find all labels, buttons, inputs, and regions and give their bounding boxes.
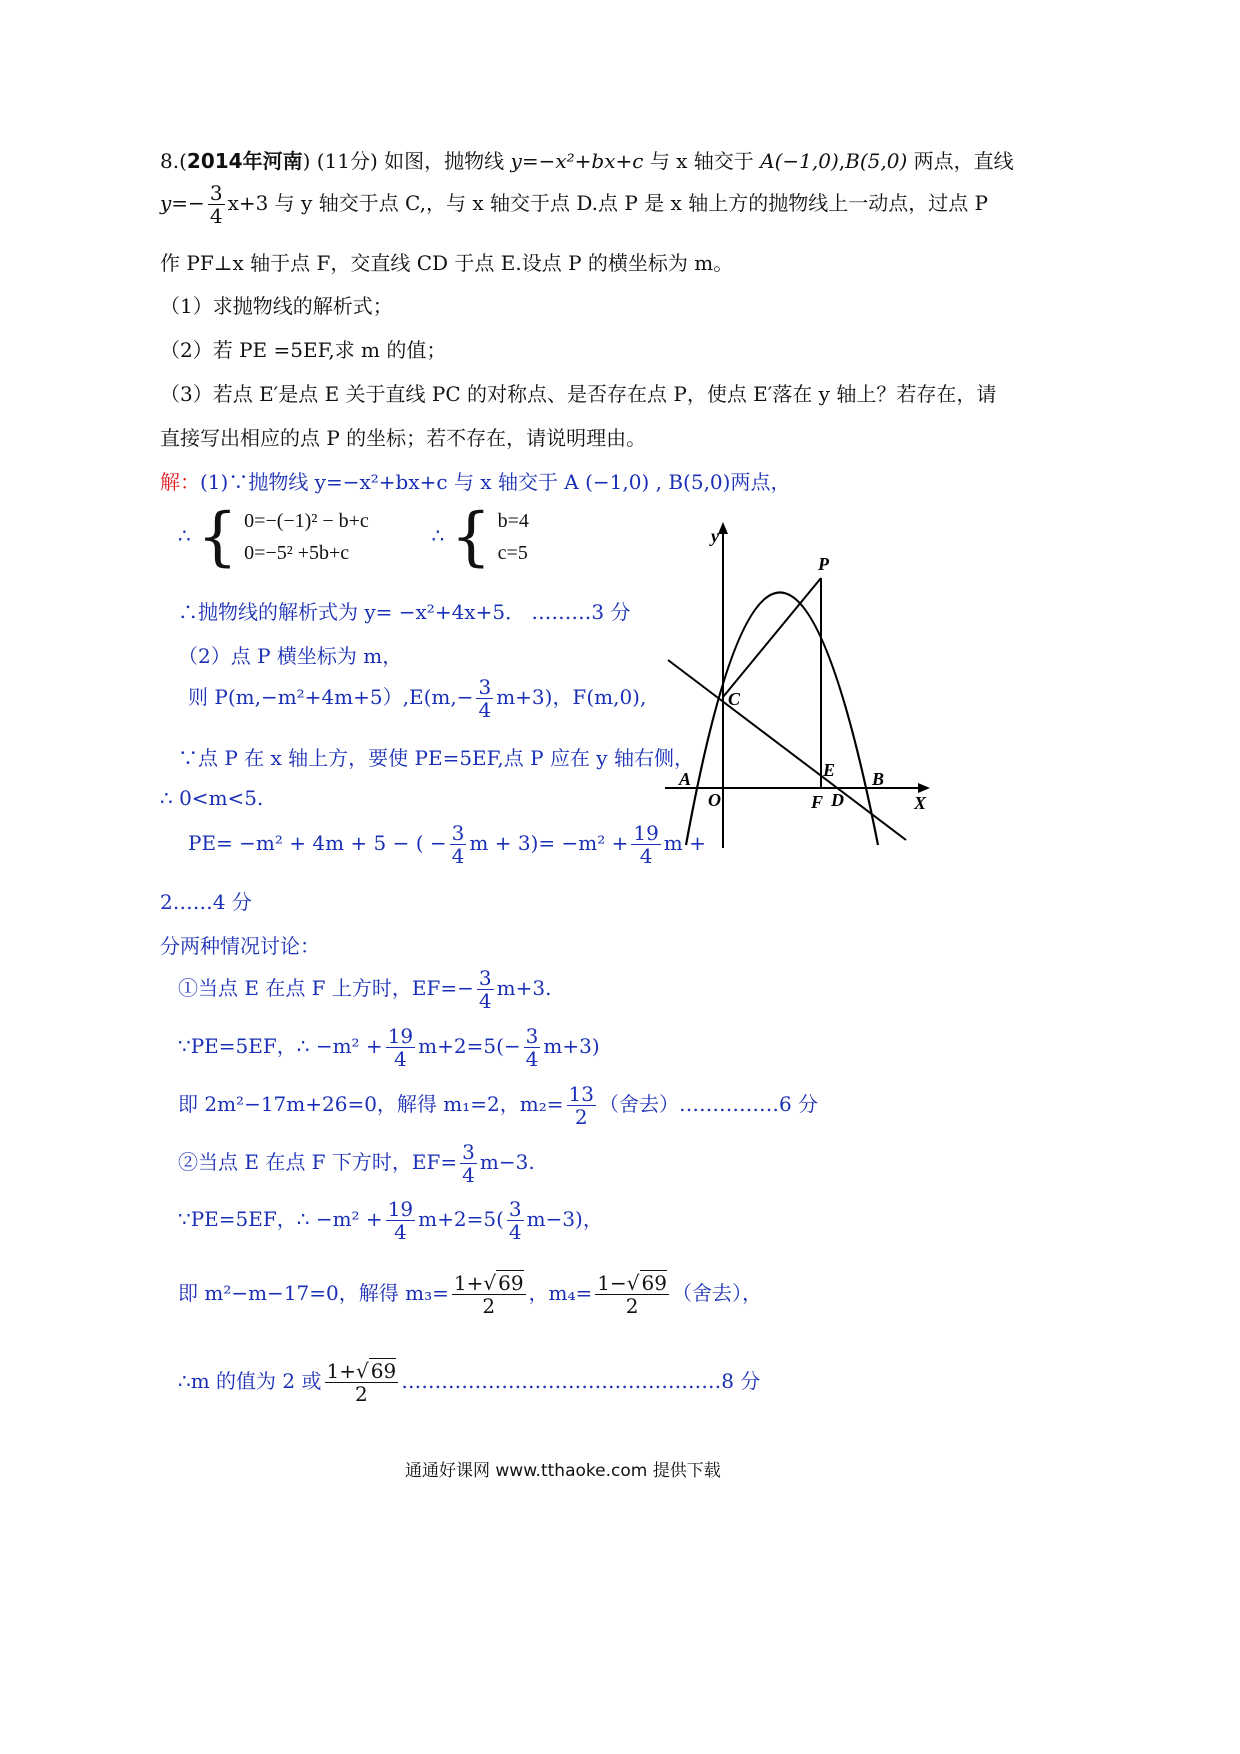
problem-line-1: 8.(2014年河南) (11分) 如图，抛物线 y=−x²+bx+c 与 x 轴交于 A(−1,0),B(5,0) 两点，直线	[160, 149, 1014, 173]
question-1: （1）求抛物线的解析式；	[160, 294, 393, 318]
final-answer: ∴m 的值为 2 或 $\frac{1+√ 69}{2}$ …………………………………………8 分	[178, 1359, 761, 1406]
label-a: A	[679, 769, 692, 789]
problem-line-2: y=− $\frac{3}{4}$ x+3 与 y 轴交于点 C,，与 x 轴交于点 D.点 P 是 x 轴上方的抛物线上一动点，过点 P	[160, 181, 989, 228]
segment-pc	[723, 578, 821, 697]
label-c: C	[728, 689, 741, 709]
label-y: y	[711, 526, 719, 546]
label-p: P	[818, 554, 829, 574]
solution-condition: ∵点 P 在 x 轴上方，要使 PE=5EF,点 P 应在 y 轴右侧，	[178, 746, 694, 770]
solution-part1-result: ∴抛物线的解析式为 y= −x²+4x+5． ………3 分	[178, 600, 631, 624]
question-3-line-1: （3）若点 E′是点 E 关于直线 PC 的对称点、是否存在点 P，使点 E′落在 y 轴上？若存在，请	[160, 382, 997, 406]
label-d: D	[831, 790, 844, 810]
label-f: F	[811, 792, 824, 812]
problem-number: 8.	[160, 149, 180, 173]
label-o: O	[708, 790, 721, 810]
system-1: 0=−(−1)² − b+c 0=−5² +5b+c	[244, 510, 369, 564]
case-2: ②当点 E 在点 F 下方时，EF= $\frac{3}{4}$ m−3.	[178, 1140, 535, 1187]
system-2: b=4 c=5	[497, 510, 529, 564]
line-cd	[668, 660, 906, 840]
equation-systems: ∴ { 0=−(−1)² − b+c 0=−5² +5b+c ∴ { b=4 c=5	[178, 500, 529, 574]
case-1: ①当点 E 在点 F 上方时，EF=− $\frac{3}{4}$ m+3.	[178, 966, 552, 1013]
solution-label: 解：	[160, 470, 200, 494]
page-footer: 通通好课网 www.tthaoke.com 提供下载	[405, 1461, 721, 1481]
case-1-solution: 即 2m²−17m+26=0，解得 m₁=2，m₂= $\frac{13}{2}$ （舍去）……………6 分	[178, 1082, 819, 1129]
pe-tail: 2……4 分	[160, 890, 252, 914]
case-1-equation: ∵PE=5EF，∴ −m² + $\frac{19}{4}$ m+2=5(− $\frac{3}{4}$ m+3)	[178, 1024, 600, 1071]
cases-heading: 分两种情况讨论：	[160, 934, 320, 958]
label-x: X	[914, 793, 927, 813]
case-2-solution: 即 m²−m−17=0，解得 m₃= $\frac{1+√ 69}{2}$ ，m₄= $\frac{1-√ 69}{2}$ （舍去），	[178, 1271, 762, 1318]
parabola-figure	[655, 515, 945, 855]
pe-expression: PE= −m² + 4m + 5 − ( − $\frac{3}{4}$ m + 3)= −m² + $\frac{19}{4}$ m +	[188, 821, 706, 868]
solution-range: ∴ 0<m<5.	[160, 786, 264, 810]
solution-coords: 则 P(m,−m²+4m+5）,E(m,− $\frac{3}{4}$ m+3)，F(m,0),	[188, 675, 647, 722]
problem-line-3: 作 PF⊥x 轴于点 F，交直线 CD 于点 E.设点 P 的横坐标为 m。	[160, 251, 734, 275]
label-b: B	[872, 769, 885, 789]
case-2-equation: ∵PE=5EF，∴ −m² + $\frac{19}{4}$ m+2=5( $\frac{3}{4}$ m−3)，	[178, 1197, 603, 1244]
question-2: （2）若 PE =5EF,求 m 的值；	[160, 338, 447, 362]
label-e: E	[823, 760, 836, 780]
solution-part2-intro: （2）点 P 横坐标为 m，	[178, 644, 403, 668]
solution-part1-intro: 解：(1)∵抛物线 y=−x²+bx+c 与 x 轴交于 A (−1,0) , B(5,0)两点，	[160, 470, 791, 494]
y-axis-arrow	[718, 522, 728, 534]
x-axis-arrow	[918, 783, 930, 793]
fraction: $\frac{3}{4}$	[209, 181, 223, 228]
question-3-line-2: 直接写出相应的点 P 的坐标；若不存在，请说明理由。	[160, 426, 647, 450]
problem-source: 2014年河南	[186, 149, 303, 173]
